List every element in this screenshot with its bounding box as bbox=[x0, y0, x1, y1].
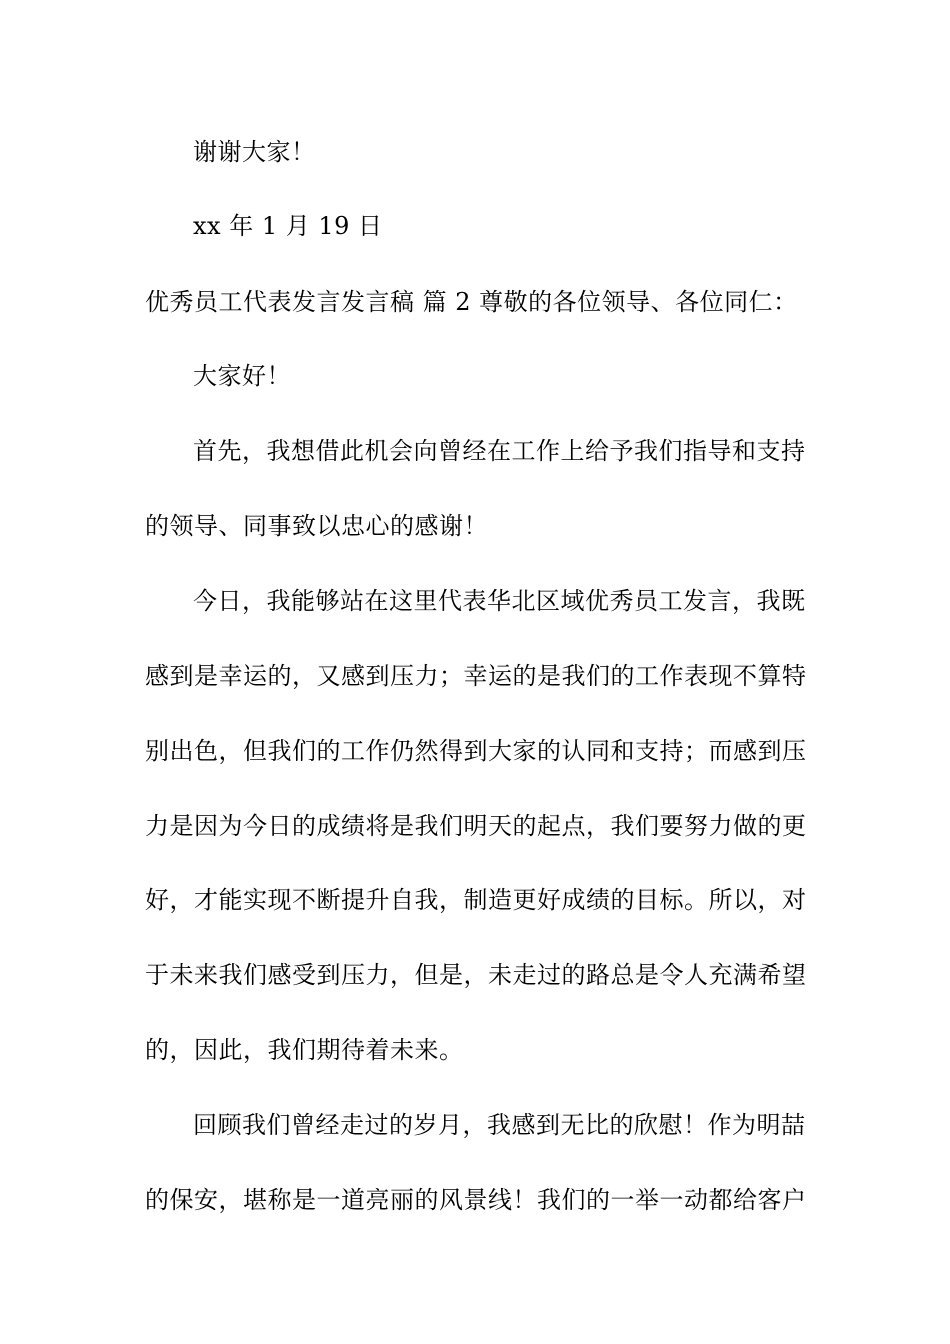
greeting: 大家好！ bbox=[193, 362, 291, 390]
paragraph-line: 的保安，堪称是一道亮丽的风景线！我们的一举一动都给客户 bbox=[145, 1186, 807, 1214]
date-line: xx 年 1 月 19 日 bbox=[193, 212, 383, 240]
paragraph-line: 的，因此，我们期待着未来。 bbox=[145, 1036, 464, 1064]
paragraph-line: 感到是幸运的，又感到压力；幸运的是我们的工作表现不算特 bbox=[145, 662, 807, 690]
paragraph-line: 好，才能实现不断提升自我，制造更好成绩的目标。所以，对 bbox=[145, 886, 807, 914]
paragraph-line: 于未来我们感受到压力，但是，未走过的路总是令人充满希望 bbox=[145, 961, 807, 989]
paragraph-line: 别出色，但我们的工作仍然得到大家的认同和支持；而感到压 bbox=[145, 737, 807, 765]
paragraph-line: 首先，我想借此机会向曾经在工作上给予我们指导和支持 bbox=[193, 437, 806, 465]
paragraph-line: 力是因为今日的成绩将是我们明天的起点，我们要努力做的更 bbox=[145, 812, 807, 840]
paragraph-line: 今日，我能够站在这里代表华北区域优秀员工发言，我既 bbox=[193, 587, 806, 615]
paragraph-line: 回顾我们曾经走过的岁月，我感到无比的欣慰！作为明喆 bbox=[193, 1111, 806, 1139]
closing-thanks: 谢谢大家！ bbox=[193, 138, 316, 166]
paragraph-line: 的领导、同事致以忠心的感谢！ bbox=[145, 512, 488, 540]
section-heading: 优秀员工代表发言发言稿 篇 2 尊敬的各位领导、各位同仁： bbox=[145, 288, 798, 316]
